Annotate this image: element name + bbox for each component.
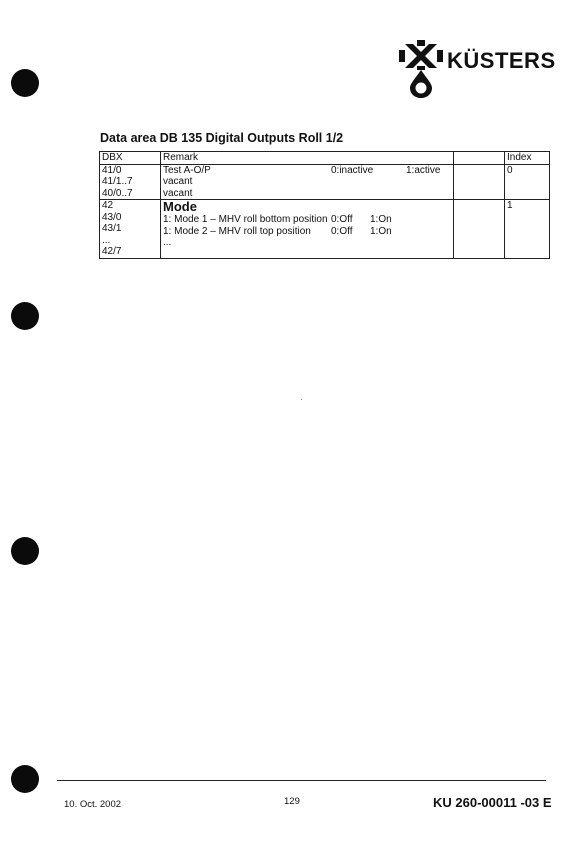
table-header-row (100, 152, 550, 165)
remark-line (163, 188, 451, 200)
data-table (99, 151, 550, 259)
state-zero: 0:inactive (331, 164, 374, 176)
mode-title: Mode (163, 199, 197, 214)
remark-text: vacant (163, 176, 193, 187)
dbx-cell (100, 200, 161, 259)
punch-hole-4 (11, 765, 39, 793)
blank-cell (454, 164, 505, 200)
header-index: Index (505, 152, 550, 165)
dbx-value: ... (102, 234, 111, 246)
dbx-cell (100, 164, 161, 200)
dbx-value: 41/1..7 (102, 176, 133, 187)
remark-text: vacant (163, 187, 193, 199)
speck (301, 399, 302, 400)
dbx-value: 43/1 (102, 223, 122, 234)
dbx-value: 42 (102, 200, 114, 211)
punch-hole-1 (11, 69, 39, 97)
page-number: 129 (284, 796, 300, 807)
table-row (100, 200, 550, 259)
state-zero: 0:Off (331, 225, 353, 237)
header-blank (454, 152, 505, 165)
remark-text: 1: Mode 1 – MHV roll bottom position (163, 214, 328, 225)
section-heading: Data area DB 135 Digital Outputs Roll 1/2 (100, 131, 344, 145)
footer-rule (57, 780, 546, 781)
footer-date: 10. Oct. 2002 (64, 799, 122, 810)
remark-line (163, 237, 451, 249)
remark-line (163, 176, 451, 188)
remark-line (163, 165, 451, 177)
remark-cell (161, 164, 454, 200)
index-cell: 1 (505, 200, 550, 259)
remark-text: 1: Mode 2 – MHV roll top position (163, 225, 311, 237)
punch-hole-3 (11, 537, 39, 565)
header-remark: Remark (161, 152, 454, 165)
dbx-value: 42/7 (102, 246, 122, 257)
remark-text: Test A-O/P (163, 164, 211, 176)
punch-hole-2 (11, 302, 39, 330)
state-one: 1:active (406, 164, 441, 176)
remark-line (163, 226, 451, 238)
header-dbx: DBX (100, 152, 161, 165)
dbx-value: 41/0 (102, 164, 122, 176)
table-row (100, 164, 550, 200)
dbx-value: 43/0 (102, 211, 122, 223)
state-one: 1:On (370, 214, 392, 225)
document-number: KU 260-00011 -03 E (433, 795, 552, 810)
state-one: 1:On (370, 225, 392, 237)
remark-line (163, 214, 451, 226)
kusters-logo (399, 40, 559, 100)
brand-name: KÜSTERS (447, 48, 556, 73)
remark-cell (161, 200, 454, 259)
kusters-emblem-icon (399, 40, 443, 98)
state-zero: 0:Off (331, 214, 353, 225)
blank-cell (454, 200, 505, 259)
index-cell: 0 (505, 164, 550, 200)
remark-text: ... (163, 237, 172, 248)
dbx-value: 40/0..7 (102, 187, 133, 199)
